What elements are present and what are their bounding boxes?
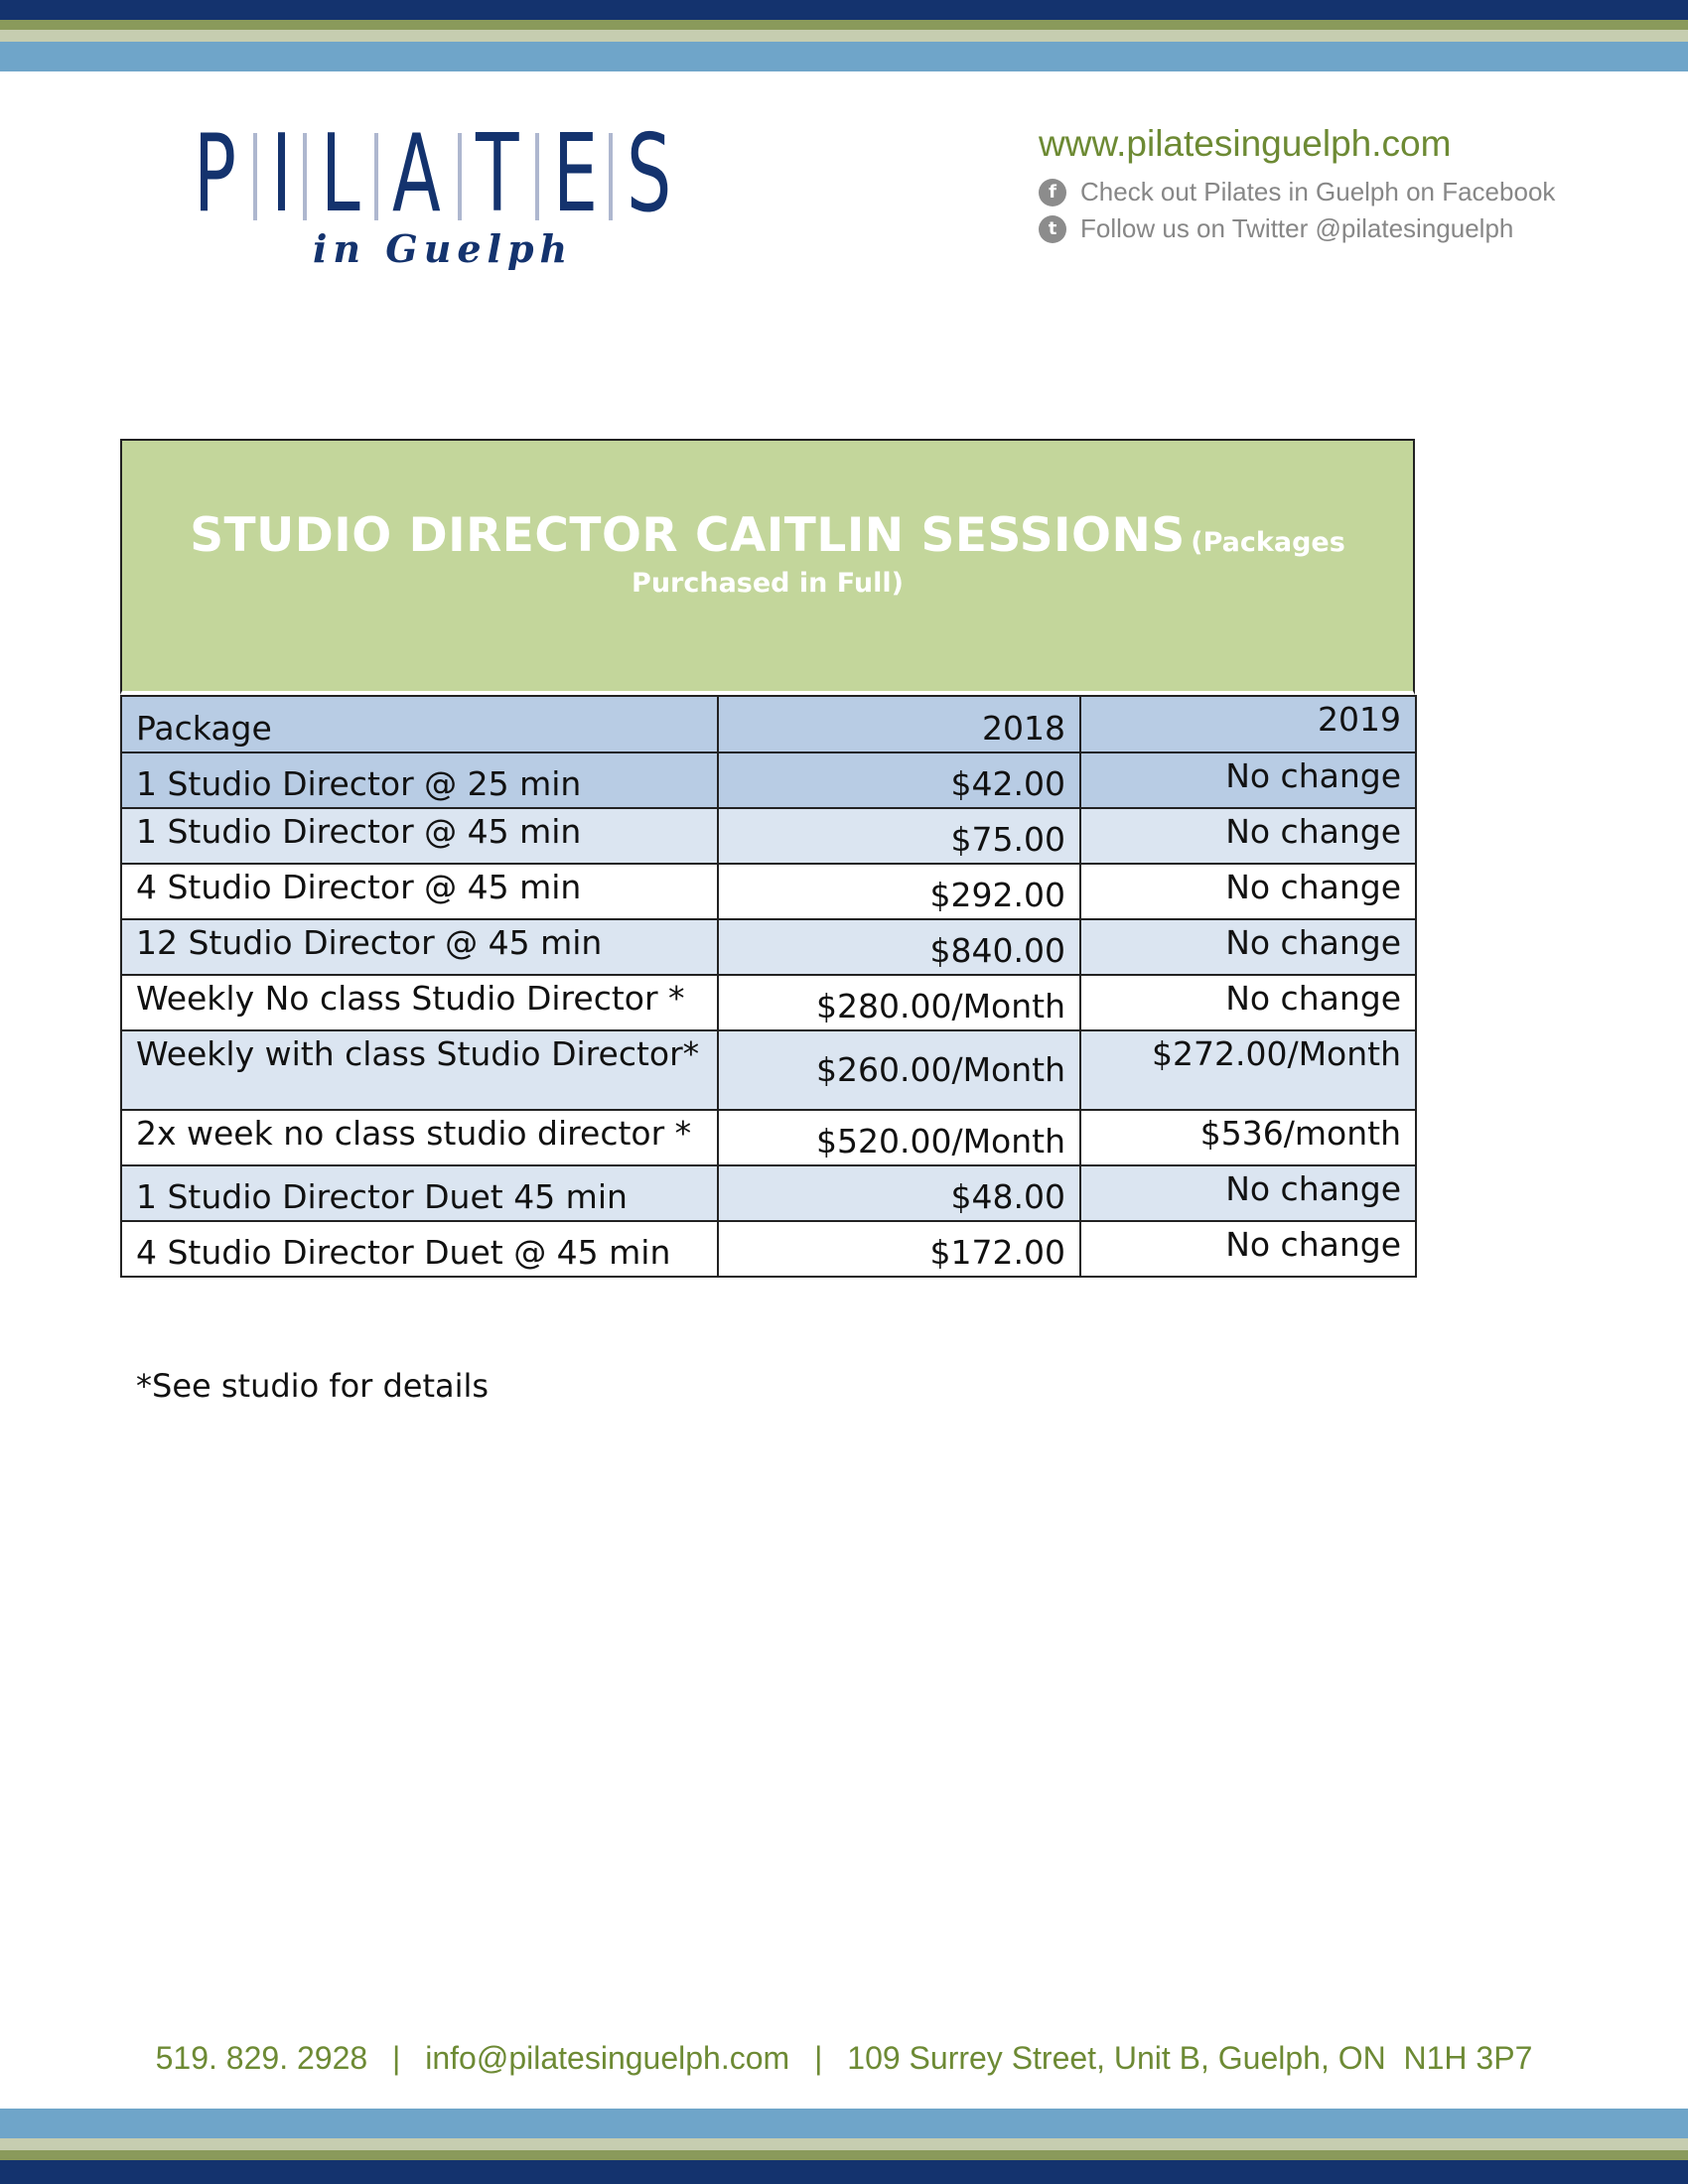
package-cell: 2x week no class studio director * xyxy=(121,1110,718,1165)
website-link[interactable]: www.pilatesinguelph.com xyxy=(1039,123,1452,164)
logo-letter: S xyxy=(627,112,672,236)
table-row xyxy=(121,752,1416,808)
logo-divider xyxy=(458,133,462,220)
bottom-stripe-olive xyxy=(0,2150,1688,2160)
contact-block xyxy=(1039,123,1555,250)
price-2019-cell: No change xyxy=(1080,1165,1416,1221)
price-2018-cell: $292.00 xyxy=(718,864,1080,919)
table-row xyxy=(121,864,1416,919)
twitter-text: Follow us on Twitter @pilatesinguelph xyxy=(1080,213,1514,243)
price-2019-cell: $272.00/Month xyxy=(1080,1030,1416,1110)
logo-divider xyxy=(303,133,307,220)
logo-divider xyxy=(253,133,257,220)
price-table xyxy=(120,439,1415,1278)
price-2018-cell: $280.00/Month xyxy=(718,975,1080,1030)
price-2018-cell: $172.00 xyxy=(718,1221,1080,1277)
logo-divider xyxy=(374,133,378,220)
price-2018-cell: $840.00 xyxy=(718,919,1080,975)
price-2019-cell: No change xyxy=(1080,975,1416,1030)
price-2019-cell: No change xyxy=(1080,808,1416,864)
price-2019-cell: No change xyxy=(1080,752,1416,808)
footer-email[interactable]: info@pilatesinguelph.com xyxy=(425,2040,790,2076)
table-row xyxy=(121,808,1416,864)
twitter-line[interactable] xyxy=(1039,213,1555,244)
package-cell: Weekly with class Studio Director* xyxy=(121,1030,718,1110)
facebook-line[interactable] xyxy=(1039,177,1555,207)
package-cell: Weekly No class Studio Director * xyxy=(121,975,718,1030)
footer-phone[interactable]: 519. 829. 2928 xyxy=(155,2040,368,2076)
price-2018-cell: $48.00 xyxy=(718,1165,1080,1221)
table-row xyxy=(121,1030,1416,1110)
logo-wordmark xyxy=(194,112,672,236)
price-2018-cell: $42.00 xyxy=(718,752,1080,808)
logo-letter: L xyxy=(321,112,360,236)
pilates-logo xyxy=(194,112,710,272)
twitter-icon: t xyxy=(1039,215,1066,243)
price-2019-cell: $536/month xyxy=(1080,1110,1416,1165)
header-2018: 2018 xyxy=(718,696,1080,752)
package-cell: 4 Studio Director Duet @ 45 min xyxy=(121,1221,718,1277)
price-2019-cell: No change xyxy=(1080,1221,1416,1277)
package-cell: 12 Studio Director @ 45 min xyxy=(121,919,718,975)
header-2019: 2019 xyxy=(1080,696,1416,752)
price-grid xyxy=(120,695,1417,1278)
footer-separator: | xyxy=(814,2040,823,2076)
table-row xyxy=(121,1221,1416,1277)
top-stripe-navy xyxy=(0,0,1688,20)
package-cell: 1 Studio Director Duet 45 min xyxy=(121,1165,718,1221)
table-row xyxy=(121,1110,1416,1165)
logo-letter: E xyxy=(553,112,599,236)
table-row xyxy=(121,1165,1416,1221)
logo-subtitle: in Guelph xyxy=(313,226,574,271)
bottom-stripe-navy xyxy=(0,2160,1688,2184)
facebook-icon: f xyxy=(1039,179,1066,206)
logo-letter: P xyxy=(194,112,236,236)
package-cell: 1 Studio Director @ 25 min xyxy=(121,752,718,808)
footer-address: 109 Surrey Street, Unit B, Guelph, ON N1H 3P7 xyxy=(847,2040,1533,2076)
package-cell: 1 Studio Director @ 45 min xyxy=(121,808,718,864)
logo-letter: T xyxy=(476,112,519,236)
price-2019-cell: No change xyxy=(1080,864,1416,919)
price-2019-cell: No change xyxy=(1080,919,1416,975)
table-title xyxy=(120,439,1415,695)
table-title-sub: (Packages Purchased in Full) xyxy=(632,526,1345,599)
footer-contact xyxy=(0,2040,1688,2077)
footnote: *See studio for details xyxy=(136,1367,490,1405)
logo-divider xyxy=(535,133,539,220)
footer-separator: | xyxy=(392,2040,401,2076)
table-row xyxy=(121,919,1416,975)
table-title-main: STUDIO DIRECTOR CAITLIN SESSIONS xyxy=(190,507,1186,563)
package-cell: 4 Studio Director @ 45 min xyxy=(121,864,718,919)
price-2018-cell: $260.00/Month xyxy=(718,1030,1080,1110)
logo-letter: A xyxy=(392,112,441,236)
bottom-stripe-pale xyxy=(0,2138,1688,2150)
top-stripe-sky xyxy=(0,42,1688,71)
header-package: Package xyxy=(121,696,718,752)
top-stripe-olive xyxy=(0,20,1688,30)
logo-divider xyxy=(609,133,613,220)
top-stripe-pale xyxy=(0,30,1688,42)
price-2018-cell: $75.00 xyxy=(718,808,1080,864)
bottom-stripe-sky xyxy=(0,2109,1688,2138)
logo-letter: I xyxy=(271,112,293,236)
table-row xyxy=(121,975,1416,1030)
facebook-text: Check out Pilates in Guelph on Facebook xyxy=(1080,177,1556,206)
price-2018-cell: $520.00/Month xyxy=(718,1110,1080,1165)
table-header-row xyxy=(121,696,1416,752)
